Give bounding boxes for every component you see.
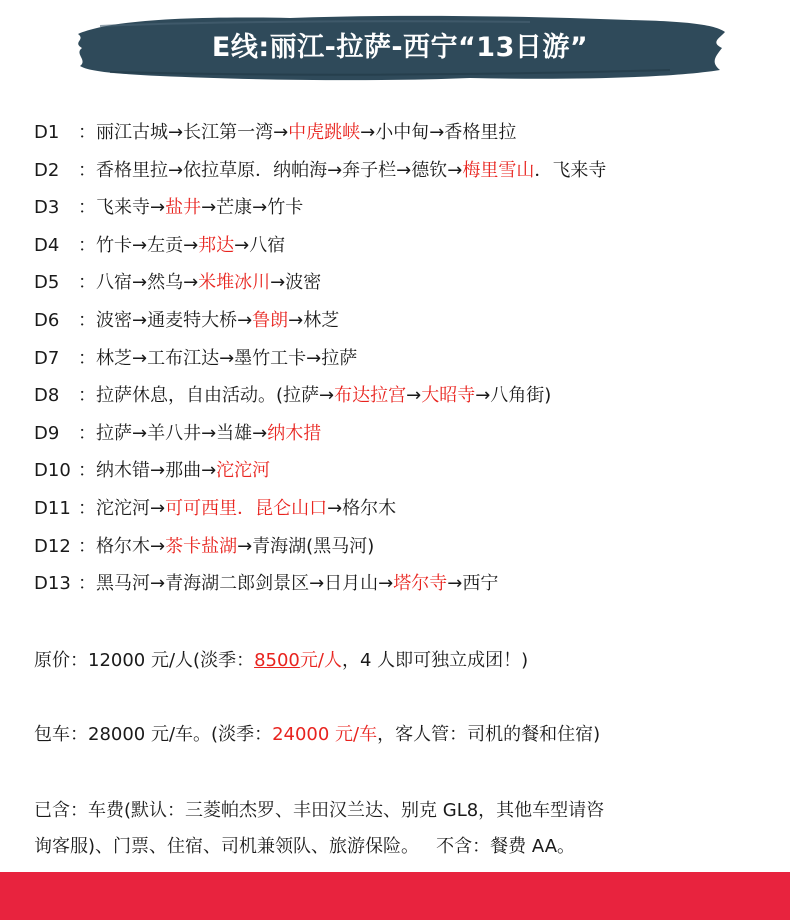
route-text: →八角街) — [475, 385, 552, 407]
route-text: 飞来寺→ — [96, 197, 166, 219]
highlight-destination: 米堆冰川 — [198, 272, 271, 294]
route-text: →小中甸→香格里拉 — [360, 122, 517, 143]
route-text: →西宁 — [447, 573, 499, 595]
highlight-destination: 沱沱河 — [216, 460, 271, 482]
price-offseason-open: (淡季： — [193, 650, 255, 671]
route-text: → — [406, 385, 422, 407]
day-separator: ： — [78, 122, 96, 143]
itinerary-day-d2 — [34, 156, 774, 194]
route-text: 竹卡→左贡→ — [96, 234, 199, 256]
day-label: D8 — [34, 385, 60, 407]
day-separator: ： — [78, 385, 96, 407]
day-separator: ： — [78, 159, 96, 181]
footer-bar — [0, 872, 790, 920]
included-section — [34, 793, 774, 865]
price-offseason-unit: 元/人 — [299, 650, 342, 671]
route-text: 林芝→工布江达→墨竹工卡→拉萨 — [96, 347, 358, 369]
charter-offseason-value: 24000 元/车 — [272, 724, 378, 745]
itinerary-day-d11 — [34, 494, 774, 532]
itinerary-day-d3 — [34, 193, 774, 231]
highlight-destination: 可可西里．昆仑山口 — [165, 497, 328, 519]
day-label: D3 — [34, 197, 60, 219]
highlight-destination: 茶卡盐湖 — [165, 535, 238, 557]
charter-note: ，客人管：司机的餐和住宿) — [377, 724, 601, 745]
day-label: D6 — [34, 309, 60, 331]
charter-line — [34, 720, 774, 746]
day-separator: ： — [78, 573, 96, 595]
route-text: 丽江古城→长江第一湾→ — [96, 122, 289, 143]
price-offseason-value: 8500 — [254, 650, 300, 671]
highlight-destination: 中虎跳峡 — [288, 122, 361, 143]
itinerary-day-d4 — [34, 231, 774, 269]
route-text: 八宿→然乌→ — [96, 272, 199, 294]
day-label: D2 — [34, 159, 60, 181]
day-label: D10 — [34, 460, 71, 482]
day-separator: ： — [78, 422, 96, 444]
highlight-destination: 鲁朗 — [252, 309, 289, 331]
title-banner — [70, 12, 730, 84]
highlight-destination: 盐井 — [165, 197, 202, 219]
highlight-destination: 纳木措 — [267, 422, 322, 444]
route-text: →格尔木 — [327, 497, 397, 519]
highlight-destination: 布达拉宫 — [334, 385, 407, 407]
route-text: 格尔木→ — [96, 535, 166, 557]
route-text: 黑马河→青海湖二郎剑景区→日月山→ — [96, 573, 394, 595]
route-text: →八宿 — [234, 234, 286, 256]
itinerary-day-d9 — [34, 419, 774, 457]
price-line — [34, 646, 774, 672]
day-separator: ： — [78, 272, 96, 294]
day-separator: ： — [78, 497, 96, 519]
itinerary-day-d8 — [34, 381, 774, 419]
day-separator: ： — [78, 535, 96, 557]
day-separator: ： — [78, 460, 96, 482]
highlight-destination: 塔尔寺 — [393, 573, 448, 595]
day-separator: ： — [78, 347, 96, 369]
route-text: →芒康→竹卡 — [201, 197, 304, 219]
highlight-destination: 梅里雪山 — [462, 159, 535, 181]
highlight-destination: 大昭寺 — [421, 385, 476, 407]
route-text: 香格里拉→依拉草原．纳帕海→奔子栏→德钦→ — [96, 159, 463, 181]
day-label: D9 — [34, 422, 60, 444]
route-text: →青海湖(黑马河) — [237, 535, 375, 557]
route-text: →林芝 — [288, 309, 340, 331]
itinerary-day-d5 — [34, 268, 774, 306]
itinerary-day-d10 — [34, 456, 774, 494]
route-text: 纳木错→那曲→ — [96, 460, 217, 482]
page-title: E线:丽江-拉萨-西宁“13日游” — [211, 32, 589, 63]
day-separator: ： — [78, 234, 96, 256]
itinerary-day-d1 — [34, 118, 774, 156]
day-label: D11 — [34, 497, 71, 519]
day-label: D7 — [34, 347, 60, 369]
day-label: D5 — [34, 272, 60, 294]
day-separator: ： — [78, 197, 96, 219]
day-label: D4 — [34, 234, 60, 256]
charter-value: 28000 元/车。 — [88, 724, 212, 745]
itinerary-day-d13 — [34, 569, 774, 607]
charter-label: 包车： — [34, 724, 88, 745]
itinerary-list — [34, 118, 774, 607]
route-text: ．飞来寺 — [534, 159, 607, 181]
price-value: 12000 元/人 — [88, 650, 194, 671]
route-text: 波密→通麦特大桥→ — [96, 309, 253, 331]
day-label: D13 — [34, 573, 71, 595]
price-label: 原价： — [34, 650, 88, 671]
day-separator: ： — [78, 309, 96, 331]
price-note: ，4 人即可独立成团！) — [341, 650, 529, 671]
included-line-2: 询客服)、门票、住宿、司机兼领队、旅游保险。 不含：餐费 AA。 — [34, 836, 576, 857]
route-text: 沱沱河→ — [96, 497, 166, 519]
included-line-1: 已含：车费(默认：三菱帕杰罗、丰田汉兰达、别克 GL8，其他车型请咨 — [34, 800, 605, 821]
itinerary-day-d7 — [34, 344, 774, 382]
route-text: 拉萨休息，自由活动。(拉萨→ — [96, 385, 335, 407]
itinerary-day-d12 — [34, 532, 774, 570]
day-label: D12 — [34, 535, 71, 557]
day-label: D1 — [34, 122, 60, 143]
charter-offseason-open: (淡季： — [211, 724, 273, 745]
route-text: 拉萨→羊八井→当雄→ — [96, 422, 268, 444]
itinerary-day-d6 — [34, 306, 774, 344]
highlight-destination: 邦达 — [198, 234, 235, 256]
route-text: →波密 — [270, 272, 322, 294]
